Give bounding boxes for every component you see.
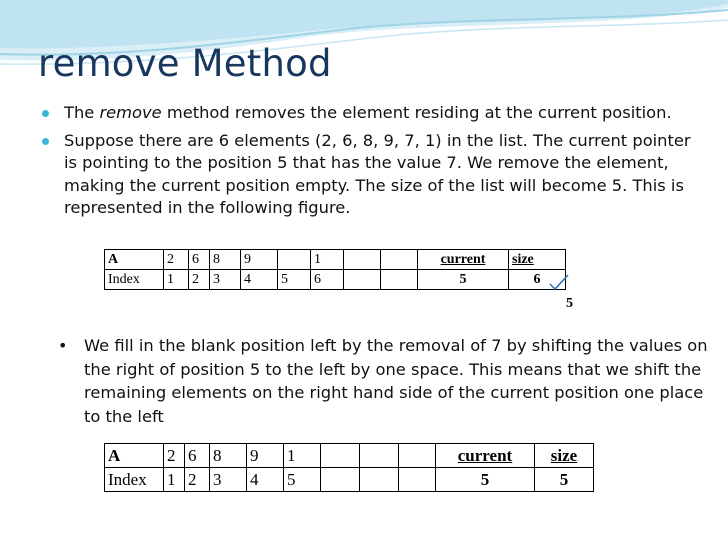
bullet-1: The remove method removes the element residing at the current position. xyxy=(32,102,692,125)
list-table-after xyxy=(104,443,594,492)
bullet-icon xyxy=(42,110,49,117)
table-row: Index 1 2 3 4 5 5 5 xyxy=(105,468,594,492)
table-row: A 2 6 8 9 1 current size xyxy=(105,444,594,468)
bullet-icon: • xyxy=(58,336,68,355)
new-size-value: 5 xyxy=(566,296,573,311)
slide-title: remove Method xyxy=(38,42,332,85)
table-row: Index 1 2 3 4 5 6 5 6 xyxy=(105,270,566,290)
strike-check-icon xyxy=(548,272,570,292)
bullet-list xyxy=(32,102,692,225)
bullet-3: • We fill in the blank position left by the removal of 7 by shifting the values on the right of position 5 to the left by one space. This means that we shift the remaining elements on the right hand side of the current position one place to the left xyxy=(58,336,708,426)
bullet-2: Suppose there are 6 elements (2, 6, 8, 9, 7, 1) in the list. The current pointer is pointing to the position 5 that has the value 7. We remove the element, making the current position empty. The size of the list will become 5. This is represented in the following figure. xyxy=(32,130,692,220)
table-row: A 2 6 8 9 1 current size xyxy=(105,250,566,270)
list-table-before xyxy=(104,249,566,290)
bullet-icon xyxy=(42,138,49,145)
